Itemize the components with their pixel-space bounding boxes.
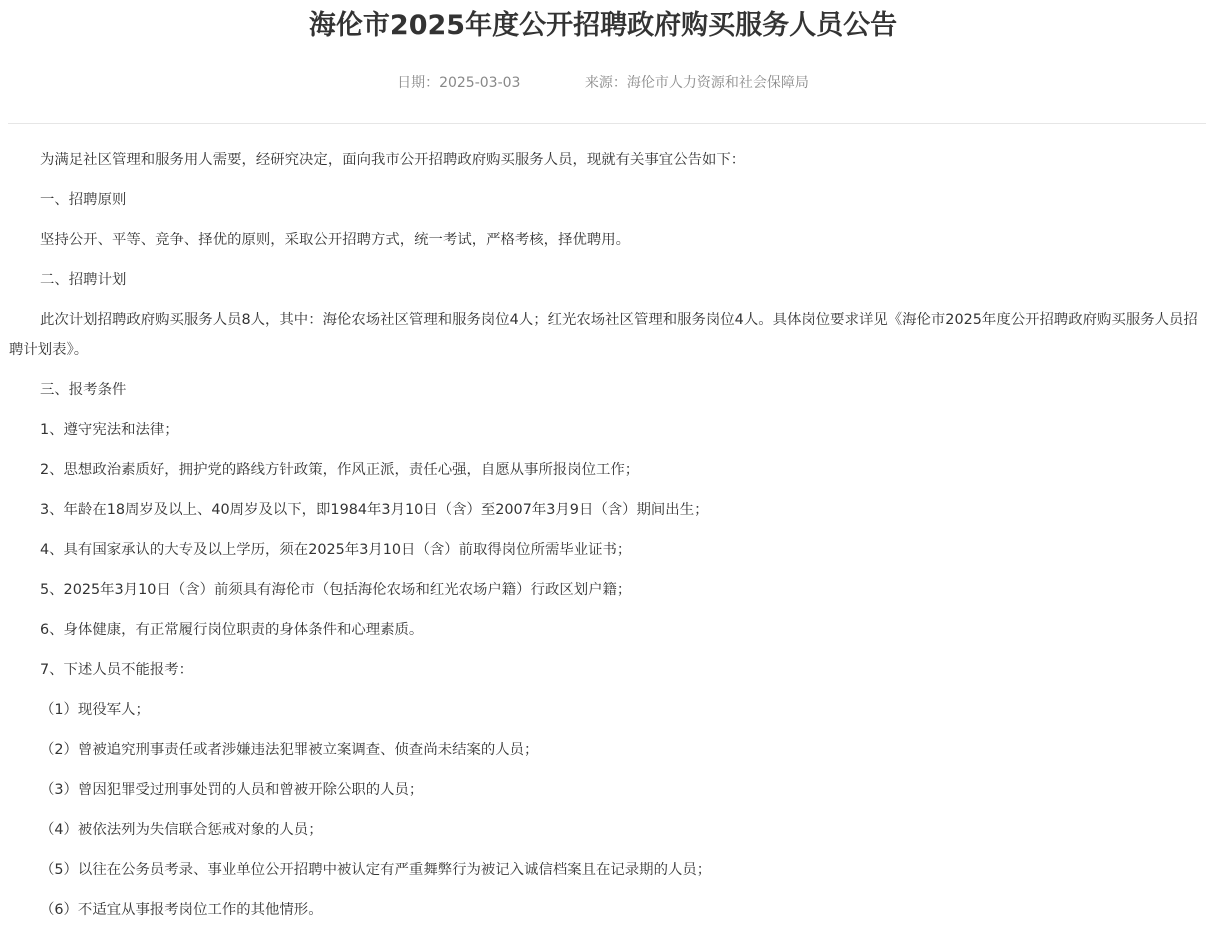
sub-list-item: （2）曾被追究刑事责任或者涉嫌违法犯罪被立案调查、侦查尚未结案的人员； xyxy=(40,742,539,758)
list-item: 5、2025年3月10日（含）前须具有海伦市（包括海伦农场和红光农场户籍）行政区划户籍； xyxy=(40,582,632,598)
sub-list-item: （6）不适宜从事报考岗位工作的其他情形。 xyxy=(40,902,323,918)
list-item: 7、下述人员不能报考： xyxy=(40,662,194,678)
sub-list-item: （1）现役军人； xyxy=(40,702,150,718)
list-item: 4、具有国家承认的大专及以上学历，须在2025年3月10日（含）前取得岗位所需毕业证书； xyxy=(40,542,632,558)
intro-paragraph: 为满足社区管理和服务用人需要，经研究决定，面向我市公开招聘政府购买服务人员，现就有关事宜公告如下： xyxy=(40,152,746,168)
publish-date: 日期：2025-03-03 xyxy=(397,75,521,91)
article-title: 海伦市2025年度公开招聘政府购买服务人员公告 xyxy=(308,10,898,41)
article-meta xyxy=(0,71,1206,95)
article-body xyxy=(9,145,1200,935)
sub-list-item: （3）曾因犯罪受过刑事处罚的人员和曾被开除公职的人员； xyxy=(40,782,424,798)
section-heading: 二、招聘计划 xyxy=(40,272,127,288)
paragraph: 坚持公开、平等、竞争、择优的原则，采取公开招聘方式，统一考试，严格考核，择优聘用。 xyxy=(40,232,631,248)
sub-list-item: （4）被依法列为失信联合惩戒对象的人员； xyxy=(40,822,323,838)
list-item: 2、思想政治素质好，拥护党的路线方针政策，作风正派，责任心强，自愿从事所报岗位工作； xyxy=(40,462,640,478)
paragraph: 此次计划招聘政府购买服务人员8人，其中：海伦农场社区管理和服务岗位4人；红光农场社区管理和服务岗位4人。具体岗位要求详见《海伦市2025年度公开招聘政府购买服务人员招聘计划表》。 xyxy=(9,312,1198,358)
section-heading: 三、报考条件 xyxy=(40,382,127,398)
section-heading: 一、招聘原则 xyxy=(40,192,127,208)
list-item: 1、遵守宪法和法律； xyxy=(40,422,179,438)
list-item: 6、身体健康，有正常履行岗位职责的身体条件和心理素质。 xyxy=(40,622,424,638)
divider xyxy=(8,123,1206,124)
publish-source: 来源：海伦市人力资源和社会保障局 xyxy=(584,75,809,91)
sub-list-item: （5）以往在公务员考录、事业单位公开招聘中被认定有严重舞弊行为被记入诚信档案且在记录期的人员； xyxy=(40,862,712,878)
list-item: 3、年龄在18周岁及以上、40周岁及以下，即1984年3月10日（含）至2007年3月9日（含）期间出生； xyxy=(40,502,709,518)
